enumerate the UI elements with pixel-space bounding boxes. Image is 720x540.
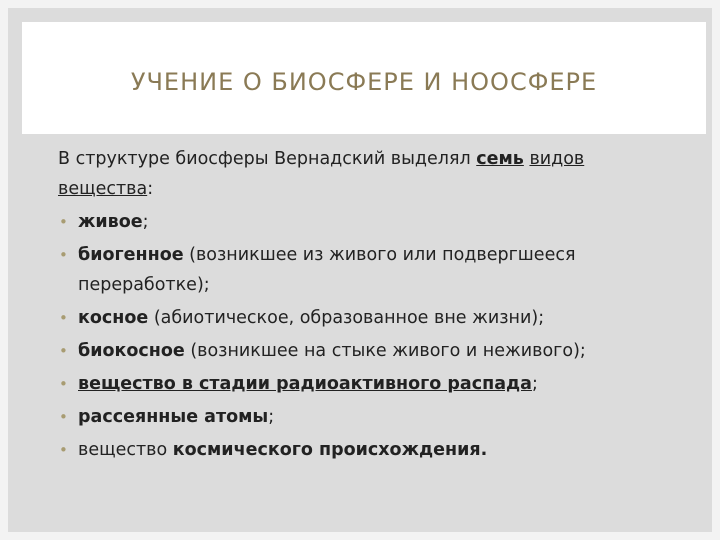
- bullet-icon: •: [59, 213, 68, 231]
- bullet-icon: •: [59, 246, 68, 264]
- bullet-icon: •: [59, 408, 68, 426]
- item-bold: вещество в стадии радиоактивного распада: [78, 374, 532, 394]
- slide-title: УЧЕНИЕ О БИОСФЕРЕ И НООСФЕРЕ: [130, 68, 598, 96]
- item-text: (возникшее на стыке живого и неживого);: [184, 341, 586, 361]
- item-bold: космического происхождения.: [172, 440, 488, 460]
- slide: [8, 8, 712, 532]
- slide-content: [58, 144, 658, 465]
- list-item: [58, 240, 658, 300]
- list-item: [58, 336, 658, 366]
- intro-colon: :: [147, 179, 154, 199]
- bullet-icon: •: [59, 309, 68, 327]
- item-text: ;: [268, 407, 275, 427]
- intro-underlined-types: видов: [529, 149, 585, 169]
- intro-paragraph: [58, 144, 658, 204]
- title-band: [22, 22, 706, 134]
- item-bold: рассеянные атомы: [78, 407, 269, 427]
- item-text: вещество: [78, 440, 173, 460]
- item-bold: биогенное: [78, 245, 184, 265]
- intro-emphasis-seven: семь: [476, 149, 524, 169]
- item-text: ;: [142, 212, 149, 232]
- bullet-icon: •: [59, 441, 68, 459]
- item-text: (абиотическое, образованное вне жизни);: [148, 308, 545, 328]
- bullet-icon: •: [59, 342, 68, 360]
- list-item: [58, 303, 658, 333]
- list-item: [58, 402, 658, 432]
- item-bold: биокосное: [78, 341, 185, 361]
- list-item: [58, 207, 658, 237]
- list-item: [58, 369, 658, 399]
- list-item: [58, 435, 658, 465]
- item-text: ;: [531, 374, 538, 394]
- item-text: (возникшее из живого или подвергшееся переработке);: [78, 245, 576, 295]
- item-bold: живое: [78, 212, 143, 232]
- substance-list: [58, 207, 658, 465]
- intro-text: В структуре биосферы Вернадский выделял: [58, 149, 477, 169]
- item-bold: косное: [78, 308, 149, 328]
- bullet-icon: •: [59, 375, 68, 393]
- intro-underlined-substance: вещества: [58, 179, 148, 199]
